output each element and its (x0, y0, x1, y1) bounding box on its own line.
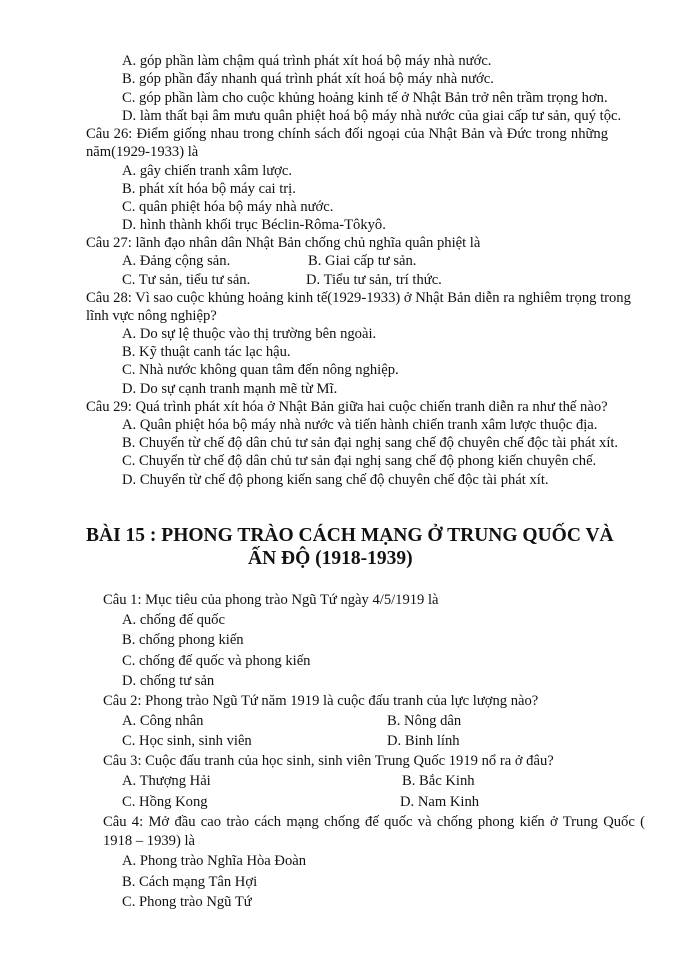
option-q27-d: D. Tiểu tư sản, trí thức. (306, 272, 442, 288)
option-q29-b: B. Chuyển từ chế độ dân chủ tư sản đại nghị sang chế độ chuyên chế độc tài phát xít. (122, 435, 619, 451)
option-q26-c: C. quân phiệt hóa bộ máy nhà nước. (122, 199, 334, 215)
lesson-title-line2: ẤN ĐỘ (1918-1939) (248, 548, 413, 569)
option-q4-c: C. Phong trào Ngũ Tứ (122, 894, 252, 910)
option-q3-d: D. Nam Kinh (400, 794, 480, 810)
option-q26-b: B. phát xít hóa bộ máy cai trị. (122, 181, 296, 197)
option-q27-a: A. Đảng cộng sản. (122, 253, 231, 269)
option-q3-c: C. Hồng Kong (122, 794, 208, 810)
question-4-line1: Câu 4: Mở đầu cao trào cách mạng chống đế quốc và chống phong kiến ở Trung Quốc ( (103, 814, 645, 830)
option-q3-a: A. Thượng Hải (122, 773, 211, 789)
question-27: Câu 27: lãnh đạo nhân dân Nhật Bản chống chủ nghĩa quân phiệt là (86, 235, 481, 251)
question-26-line1: Câu 26: Điểm giống nhau trong chính sách đối ngoại của Nhật Bản và Đức trong những (86, 126, 608, 142)
option-q28-c: C. Nhà nước không quan tâm đến nông nghiệp. (122, 362, 399, 378)
option-q2-c: C. Học sinh, sinh viên (122, 733, 252, 749)
option-q1-c: C. chống đế quốc và phong kiến (122, 653, 311, 669)
option-q29-c: C. Chuyển từ chế độ dân chủ tư sản đại nghị sang chế độ phong kiến chuyên chế. (122, 453, 597, 469)
option-q4-b: B. Cách mạng Tân Hợi (122, 874, 258, 890)
option-q28-b: B. Kỹ thuật canh tác lạc hậu. (122, 344, 291, 360)
question-2: Câu 2: Phong trào Ngũ Tứ năm 1919 là cuộc đấu tranh của lực lượng nào? (103, 693, 539, 709)
option-q2-b: B. Nông dân (387, 713, 462, 729)
option-q4-a: A. Phong trào Nghĩa Hòa Đoàn (122, 853, 307, 869)
option-q25-b: B. góp phần đẩy nhanh quá trình phát xít hoá bộ máy nhà nước. (122, 71, 494, 87)
option-q29-d: D. Chuyển từ chế độ phong kiến sang chế độ chuyên chế độc tài phát xít. (122, 472, 549, 488)
question-3: Câu 3: Cuộc đấu tranh của học sinh, sinh viên Trung Quốc 1919 nổ ra ở đâu? (103, 753, 554, 769)
question-4-line2: 1918 – 1939) là (103, 833, 196, 849)
option-q26-d: D. hình thành khối trục Béclin-Rôma-Tôkyô. (122, 217, 386, 233)
question-29: Câu 29: Quá trình phát xít hóa ở Nhật Bản giữa hai cuộc chiến tranh diễn ra như thế nào? (86, 399, 608, 415)
question-28-line2: lĩnh vực nông nghiệp? (86, 308, 217, 324)
question-1: Câu 1: Mục tiêu của phong trào Ngũ Tứ ngày 4/5/1919 là (103, 592, 439, 608)
option-q25-a: A. góp phần làm chậm quá trình phát xít hoá bộ máy nhà nước. (122, 53, 492, 69)
question-26-line2: năm(1929-1933) là (86, 144, 199, 160)
option-q1-b: B. chống phong kiến (122, 632, 244, 648)
question-28-line1: Câu 28: Vì sao cuộc khủng hoảng kinh tế(1929-1933) ở Nhật Bản diễn ra nghiêm trọng trong (86, 290, 631, 306)
option-q3-b: B. Bắc Kinh (402, 773, 475, 789)
option-q2-d: D. Binh lính (387, 733, 460, 749)
option-q27-b: B. Giai cấp tư sản. (308, 253, 417, 269)
option-q2-a: A. Công nhân (122, 713, 204, 729)
option-q28-a: A. Do sự lệ thuộc vào thị trường bên ngoài. (122, 326, 377, 342)
option-q25-d: D. làm thất bại âm mưu quân phiệt hoá bộ máy nhà nước của giai cấp tư sản, quý tộc. (122, 108, 622, 124)
option-q1-a: A. chống đế quốc (122, 612, 225, 628)
option-q25-c: C. góp phần làm cho cuộc khủng hoảng kinh tế ở Nhật Bản trở nên trầm trọng hơn. (122, 90, 608, 106)
option-q28-d: D. Do sự cạnh tranh mạnh mẽ từ Mĩ. (122, 381, 338, 397)
option-q29-a: A. Quân phiệt hóa bộ máy nhà nước và tiến hành chiến tranh xâm lược thuộc địa. (122, 417, 598, 433)
lesson-title-line1: BÀI 15 : PHONG TRÀO CÁCH MẠNG Ở TRUNG QUỐC VÀ (86, 525, 614, 546)
option-q1-d: D. chống tư sản (122, 673, 215, 689)
option-q26-a: A. gây chiến tranh xâm lược. (122, 163, 293, 179)
option-q27-c: C. Tư sản, tiểu tư sản. (122, 272, 251, 288)
